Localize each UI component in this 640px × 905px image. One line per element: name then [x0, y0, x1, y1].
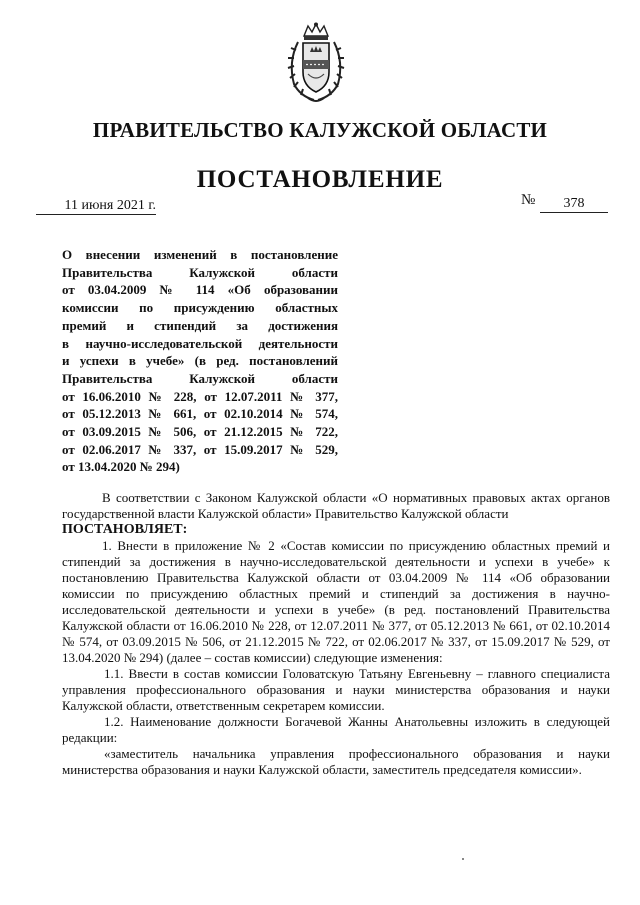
subject-line: от 02.06.2017 № 337, от 15.09.2017 № 529, [62, 441, 338, 457]
resolves-heading: ПОСТАНОВЛЯЕТ: [62, 522, 188, 537]
item-1-2-paragraph: 1.2. Наименование должности Богачевой Жанны Анатольевны изложить в следующей редакции: [62, 714, 610, 745]
subject-line: от 13.04.2020 № 294) [62, 459, 180, 475]
preamble-paragraph: В соответствии с Законом Калужской области «О нормативных правовых актах органов государственной власти Калужской области» Правительство Калужской области [62, 490, 610, 521]
subject-line: в научно-исследовательской деятельности [62, 335, 338, 351]
subject-line: от 16.06.2010 № 228, от 12.07.2011 № 377, [62, 388, 338, 404]
item-1-paragraph: 1. Внести в приложение № 2 «Состав комиссии по присуждению областных премий и стипендий за достижения в научно-исследовательской деятельности и успехи в учебе» к постановлению Правительства Калужской области от 03.04.2009 № 114 «Об образовании комиссии по присуждению областных премий и стипендий за достижения в научно-исследовательской деятельности и успехи в учебе» (в ред. постановлений Правительства Калужской области от 16.06.2010 № 228, от 12.07.2011 № 377, от 05.12.2013 № 661, от 02.10.2014 № 574, от 03.09.2015 № 506, от 21.12.2015 № 722, от 02.06.2017 № 337, от 15.09.2017 № 529, от 13.04.2020 № 294) (далее – состав комиссии) следующие изменения: [62, 538, 610, 665]
subject-line: комиссии по присуждению областных [62, 300, 338, 316]
kaluga-coat-of-arms-icon [284, 22, 348, 104]
subject-line: О внесении изменений в постановление [62, 247, 338, 262]
number-label: № [521, 192, 536, 208]
subject-line: и успехи в учебе» (в ред. постановлений [62, 353, 338, 369]
document-type-title: ПОСТАНОВЛЕНИЕ [196, 166, 444, 193]
quoted-position-paragraph: «заместитель начальника управления профессионального образования и науки министерства образования и науки Калужской области, заместитель председателя комиссии». [62, 746, 610, 777]
subject-line: от 03.04.2009 № 114 «Об образовании [62, 282, 338, 298]
document-body [62, 490, 610, 778]
item-1-1-paragraph: 1.1. Ввести в состав комиссии Головатскую Татьяну Евгеньевну – главного специалиста управления профессионального образования и науки министерства образования и науки Калужской области, ответственным секретарем комиссии. [62, 666, 610, 713]
scan-speck [462, 858, 464, 860]
document-subject [62, 246, 338, 476]
document-number: 378 [540, 196, 608, 213]
subject-line: от 03.09.2015 № 506, от 21.12.2015 № 722, [62, 424, 338, 440]
organization-title: ПРАВИТЕЛЬСТВО КАЛУЖСКОЙ ОБЛАСТИ [92, 118, 548, 142]
subject-line: Правительства Калужской области [62, 264, 338, 280]
subject-line: от 05.12.2013 № 661, от 02.10.2014 № 574, [62, 406, 338, 422]
subject-line: премий и стипендий за достижения [62, 317, 338, 333]
document-date: 11 июня 2021 г. [36, 198, 156, 215]
subject-line: Правительства Калужской области [62, 370, 338, 386]
